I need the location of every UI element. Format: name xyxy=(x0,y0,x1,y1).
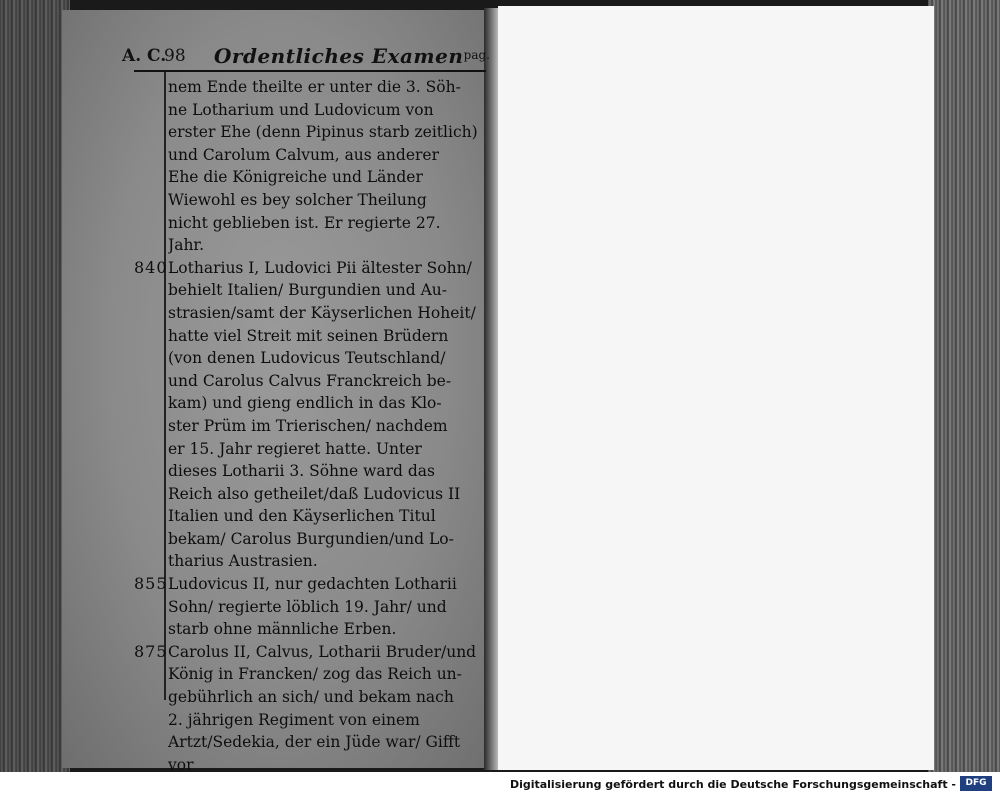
left-page-edges xyxy=(0,0,70,772)
line-text: starb ohne männliche Erben. xyxy=(168,620,397,639)
line-text: er 15. Jahr regieret hatte. Unter xyxy=(168,439,422,458)
text-line xyxy=(134,234,486,257)
text-line xyxy=(134,709,486,732)
text-line xyxy=(134,189,486,212)
running-title: Ordentliches Examen xyxy=(214,44,464,68)
text-line xyxy=(134,212,486,235)
text-line xyxy=(134,528,486,551)
header-rule xyxy=(134,70,486,72)
right-page-blank xyxy=(498,6,934,770)
line-text: Carolus II, Calvus, Lotharii Bruder/und xyxy=(168,642,477,661)
text-line xyxy=(134,347,486,370)
line-text: Italien und den Käyserlichen Titul xyxy=(168,507,436,526)
line-text: ne Lotharium und Ludovicum von xyxy=(168,100,434,119)
header-ac: A. C. xyxy=(122,46,167,66)
text-line xyxy=(134,618,486,641)
text-line xyxy=(134,121,486,144)
dfg-logo: DFG xyxy=(960,776,992,791)
text-line xyxy=(134,415,486,438)
line-text: Jahr. xyxy=(168,236,205,255)
line-text: (von denen Ludovicus Teutschland/ xyxy=(168,349,446,368)
line-text: Lotharius I, Ludovici Pii ältester Sohn/ xyxy=(168,258,472,277)
text-line xyxy=(134,302,486,325)
line-text: Artzt/Sedekia, der ein Jüde war/ Gifft xyxy=(168,733,461,752)
year-marker: 855 xyxy=(134,574,168,594)
line-text: und Carolus Calvus Franckreich be- xyxy=(168,371,452,390)
line-text: Ludovicus II, nur gedachten Lotharii xyxy=(168,575,457,594)
line-text: Reich also getheilet/daß Ludovicus II xyxy=(168,484,461,503)
page-number: 98 xyxy=(164,46,186,66)
funding-notice: Digitalisierung gefördert durch die Deutsche Forschungsgemeinschaft - xyxy=(509,778,956,791)
line-text: tharius Austrasien. xyxy=(168,552,318,571)
text-line xyxy=(134,370,486,393)
text-line xyxy=(134,731,486,754)
text-line xyxy=(134,596,486,619)
text-line xyxy=(134,392,486,415)
right-page-edges xyxy=(928,0,1000,772)
text-line xyxy=(134,279,486,302)
text-line xyxy=(134,573,486,596)
line-text: strasien/samt der Käyserlichen Hoheit/ xyxy=(168,303,476,322)
line-text: Sohn/ regierte löblich 19. Jahr/ und xyxy=(168,597,447,616)
text-line xyxy=(134,663,486,686)
line-text: König in Francken/ zog das Reich un- xyxy=(168,665,462,684)
line-text: behielt Italien/ Burgundien und Au- xyxy=(168,281,447,300)
line-text: und Carolum Calvum, aus anderer xyxy=(168,145,439,164)
text-line xyxy=(134,325,486,348)
line-text: gebührlich an sich/ und bekam nach xyxy=(168,688,454,707)
line-text: nem Ende theilte er unter die 3. Söh- xyxy=(168,78,461,96)
text-line xyxy=(134,257,486,280)
text-line xyxy=(134,550,486,573)
text-line xyxy=(134,686,486,709)
line-text: Wiewohl es bey solcher Theilung xyxy=(168,190,427,209)
text-line xyxy=(134,460,486,483)
text-line xyxy=(134,99,486,122)
line-text: nicht geblieben ist. Er regierte 27. xyxy=(168,213,441,232)
year-marker: 875 xyxy=(134,641,168,661)
line-text: Ehe die Königreiche und Länder xyxy=(168,168,423,187)
text-line xyxy=(134,505,486,528)
page-text xyxy=(134,76,486,772)
line-text: ster Prüm im Trierischen/ nachdem xyxy=(168,416,448,435)
line-text: dieses Lotharii 3. Söhne ward das xyxy=(168,462,436,481)
text-line xyxy=(134,754,486,772)
page-header xyxy=(122,46,490,68)
line-text: erster Ehe (denn Pipinus starb zeitlich) xyxy=(168,123,478,142)
text-line xyxy=(134,144,486,167)
line-text: 2. jährigen Regiment von einem xyxy=(168,710,420,729)
line-text: vor xyxy=(168,755,194,772)
text-line xyxy=(134,641,486,664)
text-line xyxy=(134,438,486,461)
line-text: hatte viel Streit mit seinen Brüdern xyxy=(168,326,449,345)
text-line xyxy=(134,76,486,99)
text-line xyxy=(134,483,486,506)
text-line xyxy=(134,166,486,189)
header-pag: pag. xyxy=(463,48,490,62)
footer-bar xyxy=(0,772,1000,794)
year-marker: 840 xyxy=(134,257,168,277)
line-text: bekam/ Carolus Burgundien/und Lo- xyxy=(168,529,454,548)
line-text: kam) und gieng endlich in das Klo- xyxy=(168,394,442,413)
